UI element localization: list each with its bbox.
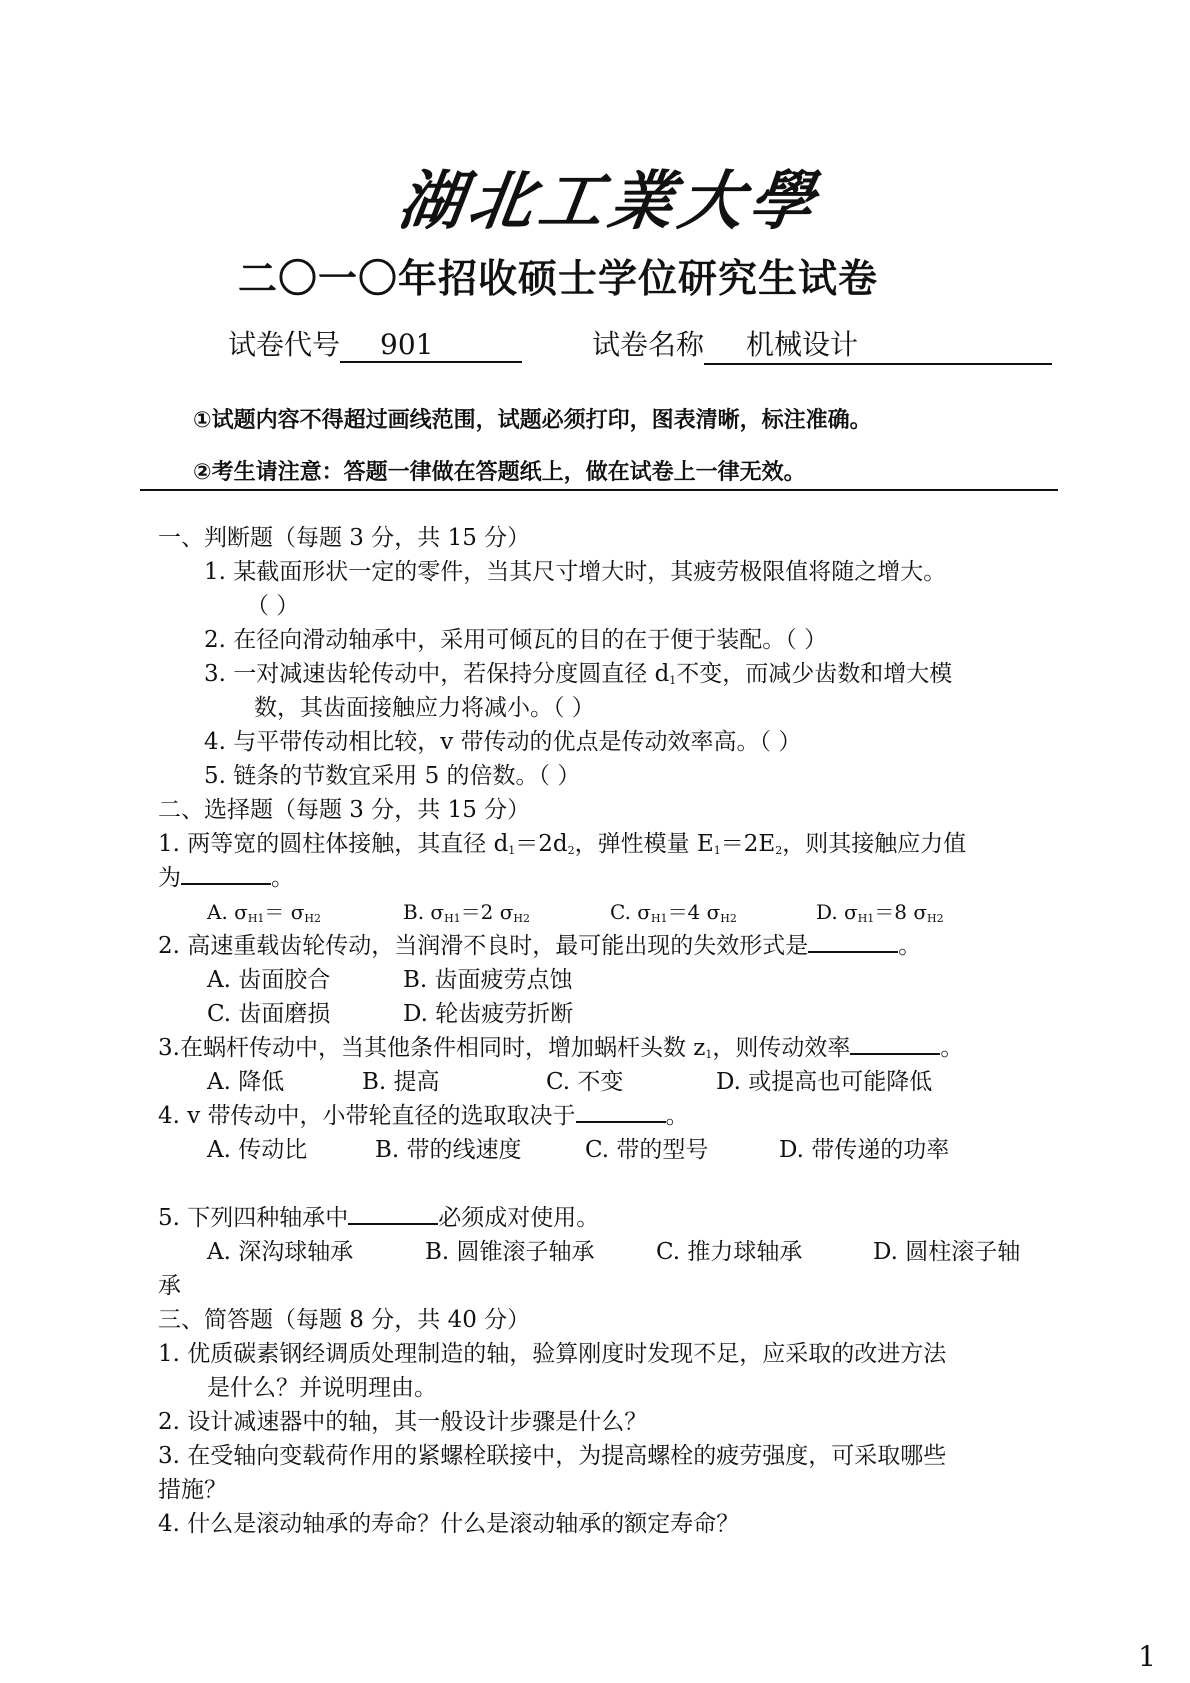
s2-q1-option-a: A. $\sigma_{H1}= \sigma_{H2}$ (207, 900, 322, 925)
s2-q2-option-a: A. 齿面胶合 (207, 967, 331, 993)
s1-question-3: 3. 一对减速齿轮传动中，若保持分度圆直径 $d_1$不变，而减少齿数和增大模 (204, 661, 953, 687)
s1-question-1: 1. 某截面形状一定的零件，当其尺寸增大时，其疲劳极限值将随之增大。 (204, 559, 947, 585)
s1-question-4: 4. 与平带传动相比较，v 带传动的优点是传动效率高。（ ） (204, 729, 802, 755)
s3-question-3-cont: 措施？ (158, 1477, 227, 1503)
exam-code-row (228, 323, 522, 363)
exam-note-1: ①试题内容不得超过画线范围，试题必须打印，图表清晰，标注准确。 (193, 408, 872, 433)
s2-q4-option-a: A. 传动比 (207, 1137, 308, 1163)
s2-q2-option-b: B. 齿面疲劳点蚀 (403, 967, 573, 993)
s2-q1-option-d: D. $\sigma_{H1}=8$ $\sigma_{H2}$ (816, 900, 944, 925)
s1-question-2: 2. 在径向滑动轴承中，采用可倾瓦的目的在于便于装配。（ ） (204, 627, 828, 653)
s3-question-1: 1. 优质碳素钢经调质处理制造的轴，验算刚度时发现不足，应采取的改进方法 (158, 1341, 947, 1367)
exam-note-2: ②考生请注意：答题一律做在答题纸上，做在试卷上一律无效。 (193, 460, 806, 485)
s1-question-5: 5. 链条的节数宜采用 5 的倍数。（ ） (204, 763, 581, 789)
s2-q5-option-c: C. 推力球轴承 (656, 1239, 803, 1265)
answer-blank (348, 1205, 438, 1225)
s2-q4-option-c: C. 带的型号 (585, 1137, 709, 1163)
exam-code-label: 试卷代号 (228, 328, 341, 361)
exam-title: 二〇一〇年招收硕士学位研究生试卷 (238, 257, 879, 302)
s2-q3-option-c: C. 不变 (546, 1069, 624, 1095)
s1-question-1-blank: （ ） (246, 593, 300, 619)
section2-heading: 二、选择题（每题 3 分，共 15 分） (158, 797, 531, 823)
s2-q1-option-c: C. $\sigma_{H1}=4$ $\sigma_{H2}$ (610, 900, 737, 925)
s2-q2-option-c: C. 齿面磨损 (207, 1001, 331, 1027)
section3-heading: 三、简答题（每题 8 分，共 40 分） (158, 1307, 531, 1333)
s2-q3-option-d: D. 或提高也可能降低 (716, 1069, 933, 1095)
answer-blank (808, 933, 898, 953)
answer-blank (850, 1035, 940, 1055)
s2-q4-option-d: D. 带传递的功率 (779, 1137, 950, 1163)
s3-question-4: 4. 什么是滚动轴承的寿命？什么是滚动轴承的额定寿命？ (158, 1511, 740, 1537)
s2-question-1: 1. 两等宽的圆柱体接触，其直径 $d_1=2d_2$，弹性模量 $E_1=2E_2$，则其接触应力值 (158, 831, 967, 857)
s2-question-3: 3.在蜗杆传动中，当其他条件相同时，增加蜗杆头数 $z_1$，则传动效率 。 (158, 1035, 964, 1061)
answer-blank (576, 1103, 666, 1123)
s2-q5-option-d-wrap: 承 (158, 1273, 181, 1299)
s2-q5-option-b: B. 圆锥滚子轴承 (425, 1239, 595, 1265)
s2-q2-option-d: D. 轮齿疲劳折断 (403, 1001, 574, 1027)
s2-q1-option-b: B. $\sigma_{H1}=2$ $\sigma_{H2}$ (403, 900, 530, 925)
answer-blank (181, 865, 271, 885)
university-logo: 湖北工業大學 (393, 164, 825, 239)
exam-name-value: 机械设计 (704, 323, 1052, 365)
s2-q4-option-b: B. 带的线速度 (375, 1137, 522, 1163)
s2-q5-option-a: A. 深沟球轴承 (207, 1239, 354, 1265)
page-number: 1 (1138, 1640, 1156, 1673)
header-divider (140, 489, 1058, 491)
s3-question-3: 3. 在受轴向变载荷作用的紧螺栓联接中，为提高螺栓的疲劳强度，可采取哪些 (158, 1443, 947, 1469)
s2-q3-option-a: A. 降低 (207, 1069, 285, 1095)
s2-question-5: 5. 下列四种轴承中 必须成对使用。 (158, 1205, 600, 1231)
s1-question-3-cont: 数，其齿面接触应力将减小。（ ） (254, 695, 595, 721)
exam-name-label: 试卷名称 (592, 328, 705, 361)
s3-question-2: 2. 设计减速器中的轴，其一般设计步骤是什么？ (158, 1409, 648, 1435)
s2-q3-option-b: B. 提高 (362, 1069, 440, 1095)
s2-question-4: 4. v 带传动中，小带轮直径的选取取决于 。 (158, 1103, 689, 1129)
exam-name-row (592, 323, 1052, 365)
s3-question-1-cont: 是什么？并说明理由。 (207, 1375, 437, 1401)
s2-question-1-cont: 为 。 (158, 865, 294, 891)
s2-question-2: 2. 高速重载齿轮传动，当润滑不良时，最可能出现的失效形式是 。 (158, 933, 922, 959)
exam-code-value: 901 (340, 328, 522, 363)
section1-heading: 一、判断题（每题 3 分，共 15 分） (158, 525, 531, 551)
s2-q5-option-d: D. 圆柱滚子轴 (873, 1239, 1021, 1265)
